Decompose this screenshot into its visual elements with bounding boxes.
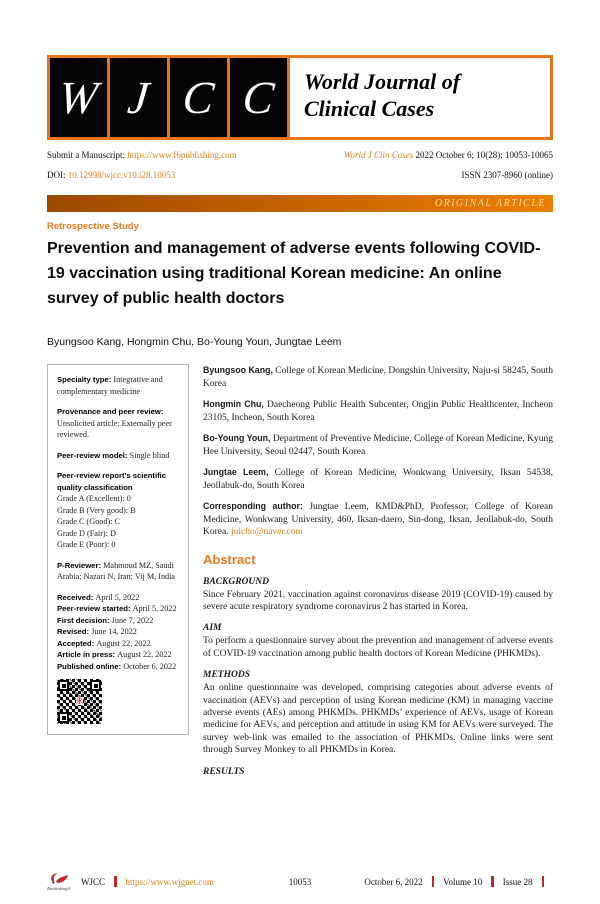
affiliation [203,466,553,492]
logo-letter-box [110,58,170,137]
separator-bar [491,876,494,887]
footer-right [364,876,553,887]
section-text-methods: An online questionnaire was developed, comprising categories about adverse events of vaccination (AEVs) and perception of using Korean medicine (KM) in managing vaccine adverse events (AEs) among PHKMDs. PHKMDs’ experience of AEVs, usage of Korean medicine for AEVs, and perception and attitude in using KM for AEVs were surveyed. The survey web-link was emailed to the association of PHKMDs. Online links were sent through Survey Monkey to all PHKMDs in Korea. [203,683,553,756]
doi-label: DOI: [47,170,68,180]
date-received: Received: April 5, 2022 [57,592,140,602]
affiliation-text: Daecheong Public Health Subcenter, Ongjin Public Healthcenter, Incheon 23105, Incheon, South Korea [203,400,553,423]
section-heading-aim: AIM [203,623,222,634]
affiliation-text: Department of Preventive Medicine, College of Korean Medicine, Kyung Hee University, Seoul 02447, South Korea [203,434,553,457]
abstract-heading: Abstract [203,551,256,567]
date-revised: Revised: June 14, 2022 [57,627,137,636]
separator-bar [542,876,545,887]
page-footer [47,872,553,891]
quality-classification [57,470,180,551]
footer-left [47,872,214,891]
article-title: Prevention and management of adverse events following COVID-19 vaccination using traditional Korean medicine: An online survey of public health doctors [47,240,541,307]
qr-finder-icon [90,680,101,691]
peer-review-model-label: Peer-review model: [57,450,130,460]
page [47,55,553,779]
footer-issue: Issue 28 [502,876,533,887]
logo-letter-box [230,58,290,137]
baishideng-logo-icon [47,872,71,885]
doi [47,170,175,180]
logo-letter-box [170,58,230,137]
study-category: Retrospective Study [47,221,139,232]
corresponding-author-text: Jungtae Leem, KMD&PhD, Professor, College of Korean Medicine, Wonkwang University, 460, Iksan-daero, Sin-dong, Iksan, Jeollabuk-do, South Korea. [203,502,553,537]
qr-finder-icon [58,680,69,691]
grade-d: Grade D (Fair): D [57,528,116,538]
p-reviewer-value: Mahmoud MZ, Saudi Arabia; Nazari N, Iran; Vij M, India [57,560,176,581]
author-name: Byungsoo Kang, [203,365,273,375]
specialty-type [57,374,180,397]
footer-date: October 6, 2022 [364,876,423,887]
section-heading-methods: METHODS [203,670,250,681]
publisher-name: Baishideng® [47,886,71,891]
logo-letter-box [50,58,110,137]
p-reviewer [57,560,180,583]
grade-a: Grade A (Excellent): 0 [57,494,131,503]
page-number: 10053 [288,876,312,887]
doi-link[interactable]: 10.12998/wjcc.v10.i28.10053 [67,170,176,180]
journal-masthead [47,55,553,140]
doi-issn-row [47,170,553,180]
citation-journal: World J Clin Cases [343,150,414,160]
specialty-type-label: Specialty type: [57,375,114,384]
grade-c: Grade C (Good): C [57,517,120,526]
submit-label: Submit a Manuscript: [47,150,128,160]
logo-letter: C [240,71,277,123]
affiliation [203,432,553,458]
section-heading-results: RESULTS [203,766,245,777]
affiliation-text: College of Korean Medicine, Dongshin University, Naju-si 58245, South Korea [203,366,554,389]
date-accepted: Accepted: August 22, 2022 [57,638,151,648]
author-name: Jungtae Leem, [203,467,269,477]
submit-url-link[interactable]: https://www.f6publishing.com [127,150,237,160]
article-type-banner: ORIGINAL ARTICLE [47,195,553,212]
corresponding-author [203,500,553,539]
qr-center-logo-icon: 永 [76,697,83,705]
section-heading-background: BACKGROUND [203,576,269,587]
journal-title-line2: Clinical Cases [304,96,435,121]
specialty-type-value: Integrative and complementary medicine [57,375,163,396]
date-published-online: Published online: October 6, 2022 [57,661,177,671]
logo-letter: C [180,71,217,123]
submit-citation-row [47,150,553,160]
provenance-value: Unsolicited article; Externally peer reviewed. [57,418,172,439]
separator-bar [432,876,435,887]
peer-review-model-value: Single blind [129,450,170,460]
metadata-sidebar [47,364,189,735]
footer-volume: Volume 10 [443,876,483,887]
provenance-label: Provenance and peer review: [57,407,164,416]
citation [344,150,553,160]
journal-title [290,58,550,137]
logo-letter: W [56,71,101,123]
date-article-in-press: Article in press: August 22, 2022 [57,650,172,659]
qr-finder-icon [58,712,69,723]
author-name: Hongmin Chu, [203,399,264,409]
issn: ISSN 2307-8960 (online) [461,170,553,180]
timeline [57,592,180,673]
grade-b: Grade B (Very good): B [57,505,136,515]
publisher-brand [47,872,71,891]
grade-e: Grade E (Poor): 0 [57,540,116,549]
date-first-decision: First decision: June 7, 2022 [57,615,154,625]
footer-url-link[interactable]: https://www.wjgnet.com [125,876,214,887]
main-column [203,364,553,779]
journal-title-line1: World Journal of [304,69,461,94]
provenance [57,406,180,441]
footer-journal-abbr: WJCC [81,876,106,887]
section-text-background: Since February 2021, vaccination against coronavirus disease 2019 (COVID-19) caused by severe acute respiratory syndrome coronavirus 2 has started in Korea. [203,589,553,612]
corresponding-email-link[interactable]: julcho@naver.com [230,527,303,537]
citation-rest: 2022 October 6; 10(28): 10053-10065 [413,150,553,160]
separator-bar [114,876,117,887]
p-reviewer-label: P-Reviewer: [57,560,104,570]
author-name: Bo-Young Youn, [203,433,271,443]
qr-code [57,679,102,724]
date-peer-review-started: Peer-review started: April 5, 2022 [57,604,177,613]
peer-review-model [57,450,180,462]
affiliation-text: College of Korean Medicine, Wonkwang University, Iksan 54538, Jeollabuk-do, South Korea [203,468,553,491]
logo-letter: J [125,71,152,123]
affiliation [203,364,553,390]
author-list: Byungsoo Kang, Hongmin Chu, Bo-Young Youn, Jungtae Leem [47,336,342,348]
submit-manuscript [47,150,237,160]
section-text-aim: To perform a questionnaire survey about the prevention and management of adverse events of COVID-19 vaccination among public health doctors of Korean Medicine (PHKMDs). [203,636,553,659]
corresponding-author-label: Corresponding author: [203,501,310,511]
body-columns [47,364,553,779]
affiliation [203,398,553,424]
quality-classification-heading: Peer-review report's scientific quality classification [57,471,167,492]
